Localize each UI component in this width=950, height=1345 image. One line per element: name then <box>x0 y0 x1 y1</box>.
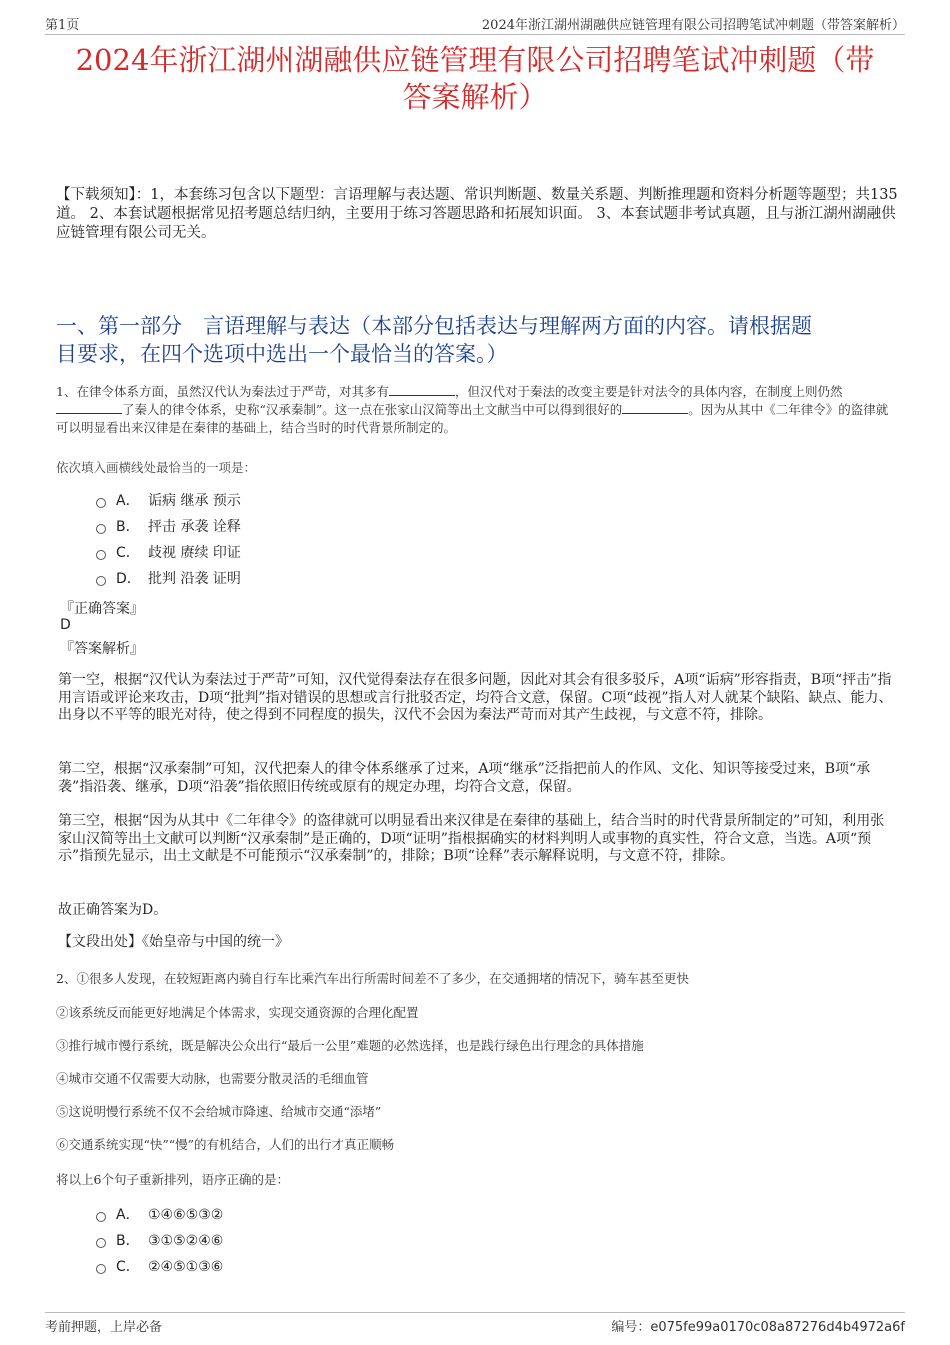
analysis-paragraph-2: 第二空，根据“汉承秦制”可知，汉代把秦人的律令体系继承了过来，A项“继承”泛指把前人的作风、文化、知识等接受过来，B项“承袭”指沿袭、继承，D项“沿袭”指依照旧传统或原有的规定办理，均符合文意，保留。 <box>58 761 871 795</box>
q1-option-a[interactable]: A． 诟病 继承 预示 <box>96 492 241 510</box>
radio-icon[interactable] <box>96 1212 106 1222</box>
q1-option-c[interactable]: C． 歧视 赓续 印证 <box>96 544 241 562</box>
section-heading-line-2: 目要求，在四个选项中选出一个最恰当的答案。） <box>56 342 508 366</box>
header-doc-title: 2024年浙江湖州湖融供应链管理有限公司招聘笔试冲刺题（带答案解析） <box>481 18 905 33</box>
fill-blank-3 <box>622 401 688 414</box>
title-line-2: 答案解析） <box>402 80 548 114</box>
q2-sentence-6: ⑥交通系统实现“快”“慢”的有机结合，人们的出行才真正顺畅 <box>56 1137 395 1152</box>
question-1-stem <box>56 383 898 437</box>
download-notice: 【下载须知】：1，本套练习包含以下题型：言语理解与表达题、常识判断题、数量关系题、判断推理题和资料分析题等题型；共135道。 2、本套试题根据常见招考题总结归纳，主要用于练习答题思路和拓展知识面。 3、本套试题非考试真题，且与浙江湖州湖融供应链管理有限公司无关。 <box>56 187 898 241</box>
q2-sentence-1: 2、①很多人发现，在较短距离内骑自行车比乘汽车出行所需时间差不了多少，在交通拥堵的情况下，骑车甚至更快 <box>56 971 689 986</box>
correct-answer-value: D <box>60 617 71 633</box>
radio-icon[interactable] <box>96 576 106 586</box>
footer-code-value: e075fe99a0170c08a87276d4b4972a6f <box>650 1320 905 1335</box>
radio-icon[interactable] <box>96 498 106 508</box>
radio-icon[interactable] <box>96 1238 106 1248</box>
section-heading <box>56 312 898 368</box>
fill-blank-2 <box>56 401 122 414</box>
footer-code <box>611 1316 905 1335</box>
q1-stem-part-2: ，但汉代对于秦法的改变主要是针对法令的具体内容，在制度上则仍然 <box>454 384 843 399</box>
q2-option-c[interactable]: C． ②④⑤①③⑥ <box>96 1258 223 1276</box>
analysis-label: 『答案解析』 <box>60 641 144 657</box>
page-header <box>45 14 905 35</box>
analysis-conclusion: 故正确答案为D。 <box>58 902 168 918</box>
q2-option-b[interactable]: B． ③①⑤②④⑥ <box>96 1232 223 1250</box>
radio-icon[interactable] <box>96 524 106 534</box>
section-heading-line-1: 一、第一部分 言语理解与表达（本部分包括表达与理解两方面的内容。请根据题 <box>56 314 812 338</box>
page-title <box>40 42 910 116</box>
q1-stem-part-4: 。因为从其中《二年律令》的盗律就可以明显看出来汉律是在秦律的基础上，结合当时的时代背景所制定的。 <box>56 402 889 435</box>
q1-stem-part-3: 了秦人的律令体系，史称“汉承秦制”。这一点在张家山汉简等出土文献当中可以得到很好的 <box>122 402 623 417</box>
q1-option-b[interactable]: B． 抨击 承袭 诠释 <box>96 518 241 536</box>
footer-code-label: 编号： <box>611 1320 651 1335</box>
fill-blank-1 <box>389 383 455 396</box>
correct-answer-label: 『正确答案』 <box>60 601 144 617</box>
q2-sentence-3: ③推行城市慢行系统，既是解决公众出行“最后一公里”难题的必然选择，也是践行绿色出行理念的具体措施 <box>56 1038 644 1053</box>
page-footer <box>45 1312 905 1337</box>
analysis-paragraph-3: 第三空，根据“因为从其中《二年律令》的盗律就可以明显看出来汉律是在秦律的基础上，结合当时的时代背景所制定的”可知，利用张家山汉简等出土文献可以判断“汉承秦制”是正确的，D项“证明”指根据确实的材料判明人或事物的真实性，符合文意，当选。A项“预示”指预先显示，出土文献是不可能预示“汉承秦制”的，排除；B项“诠释”表示解释说明，与文意不符，排除。 <box>58 813 885 864</box>
question-2-prompt: 将以上6个句子重新排列，语序正确的是： <box>56 1172 289 1187</box>
analysis-paragraph-1: 第一空，根据“汉代认为秦法过于严苛”可知，汉代觉得秦法存在很多问题，因此对其会有很多驳斥，A项“诟病”形容指责，B项“抨击”指用言语或评论来攻击，D项“批判”指对错误的思想或言行批驳否定，均符合文意，保留。C项“歧视”指人对人就某个缺陷、缺点、能力、出身以不平等的眼光对待，使之得到不同程度的损失，汉代不会因为秦法严苛而对其产生歧视，与文意不符，排除。 <box>58 672 893 723</box>
question-1-prompt: 依次填入画横线处最恰当的一项是： <box>56 460 257 475</box>
q1-option-d[interactable]: D． 批判 沿袭 证明 <box>96 570 241 588</box>
q2-sentence-5: ⑤这说明慢行系统不仅不会给城市降速、给城市交通“添堵” <box>56 1104 382 1119</box>
q2-sentence-2: ②该系统反而能更好地满足个体需求，实现交通资源的合理化配置 <box>56 1005 419 1020</box>
q1-stem-part-1: 1、在律令体系方面，虽然汉代认为秦法过于严苛，对其多有 <box>56 384 389 399</box>
passage-source: 【文段出处】《始皇帝与中国的统一》 <box>58 934 289 950</box>
footer-slogan: 考前押题，上岸必备 <box>45 1320 163 1335</box>
q2-option-a[interactable]: A． ①④⑥⑤③② <box>96 1206 223 1224</box>
q2-sentence-4: ④城市交通不仅需要大动脉，也需要分散灵活的毛细血管 <box>56 1071 369 1086</box>
radio-icon[interactable] <box>96 1264 106 1274</box>
page-number: 第1页 <box>45 18 80 33</box>
title-line-1: 2024年浙江湖州湖融供应链管理有限公司招聘笔试冲刺题（带 <box>75 43 875 77</box>
radio-icon[interactable] <box>96 550 106 560</box>
